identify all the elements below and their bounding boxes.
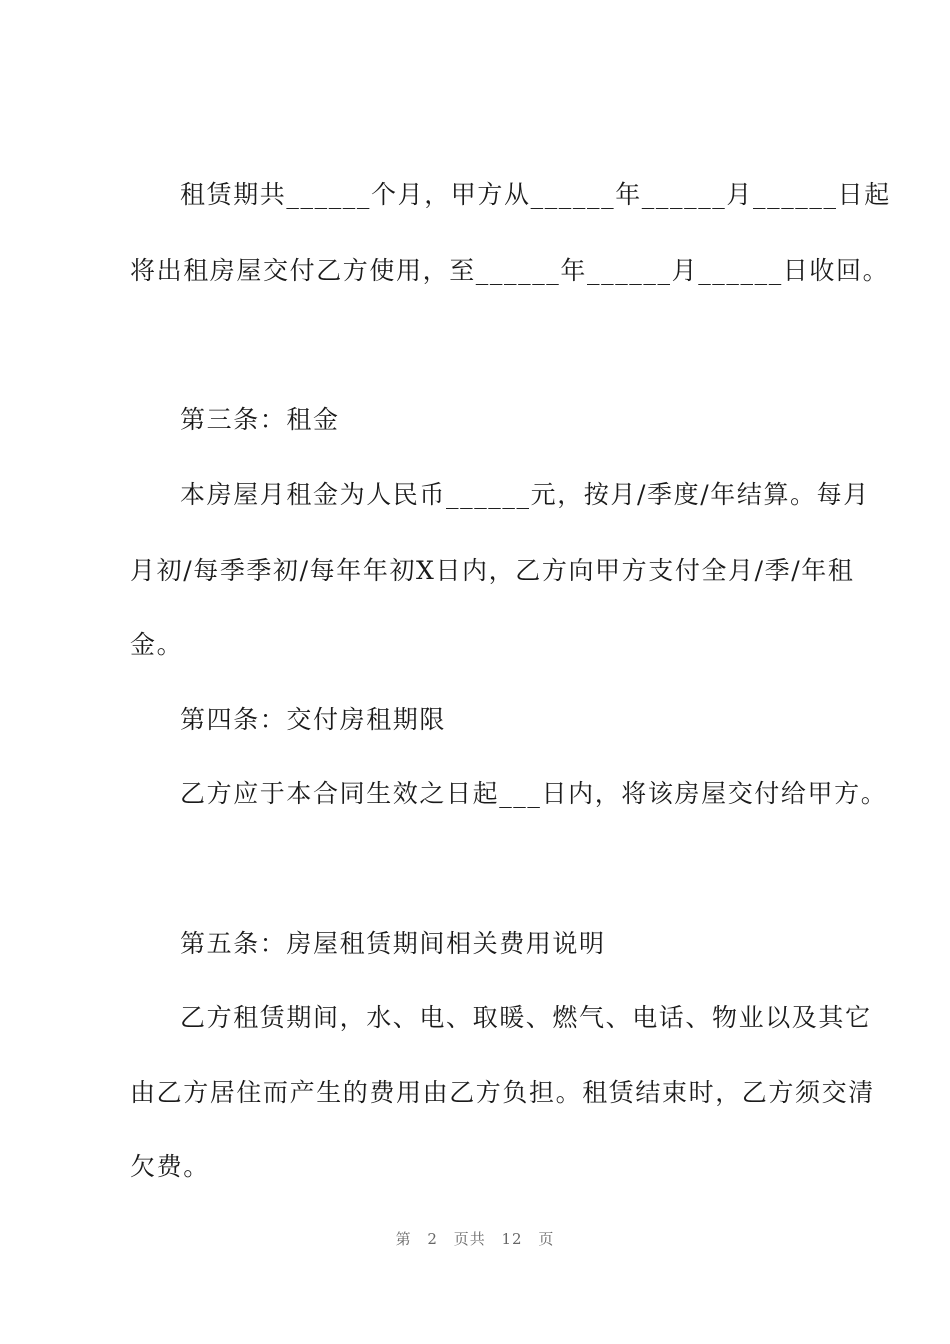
paragraph-lease-term-line-2: 将出租房屋交付乙方使用，至______年______月______日收回。 — [130, 256, 890, 285]
paragraph-lease-term-line-1: 租赁期共______个月，甲方从______年______月______日起 — [180, 180, 891, 209]
paragraph-fees-line-3: 欠费。 — [130, 1152, 210, 1181]
paragraph-fees-line-1: 乙方租赁期间，水、电、取暖、燃气、电话、物业以及其它 — [180, 1003, 872, 1032]
section-heading-fees: 第五条：房屋租赁期间相关费用说明 — [180, 929, 606, 958]
page-number-footer: 第 2 页共 12 页 — [395, 1230, 555, 1248]
section-heading-rent: 第三条：租金 — [180, 405, 340, 434]
paragraph-fees-line-2: 由乙方居住而产生的费用由乙方负担。租赁结束时，乙方须交清 — [130, 1078, 875, 1107]
paragraph-rent-line-1: 本房屋月租金为人民币______元，按月/季度/年结算。每月 — [180, 480, 870, 509]
paragraph-rent-line-3: 金。 — [130, 630, 184, 659]
paragraph-rent-line-2: 月初/每季季初/每年年初X日内，乙方向甲方支付全月/季/年租 — [130, 556, 855, 585]
paragraph-payment-deadline: 乙方应于本合同生效之日起___日内，将该房屋交付给甲方。 — [180, 779, 888, 808]
section-heading-payment-deadline: 第四条：交付房租期限 — [180, 705, 447, 734]
